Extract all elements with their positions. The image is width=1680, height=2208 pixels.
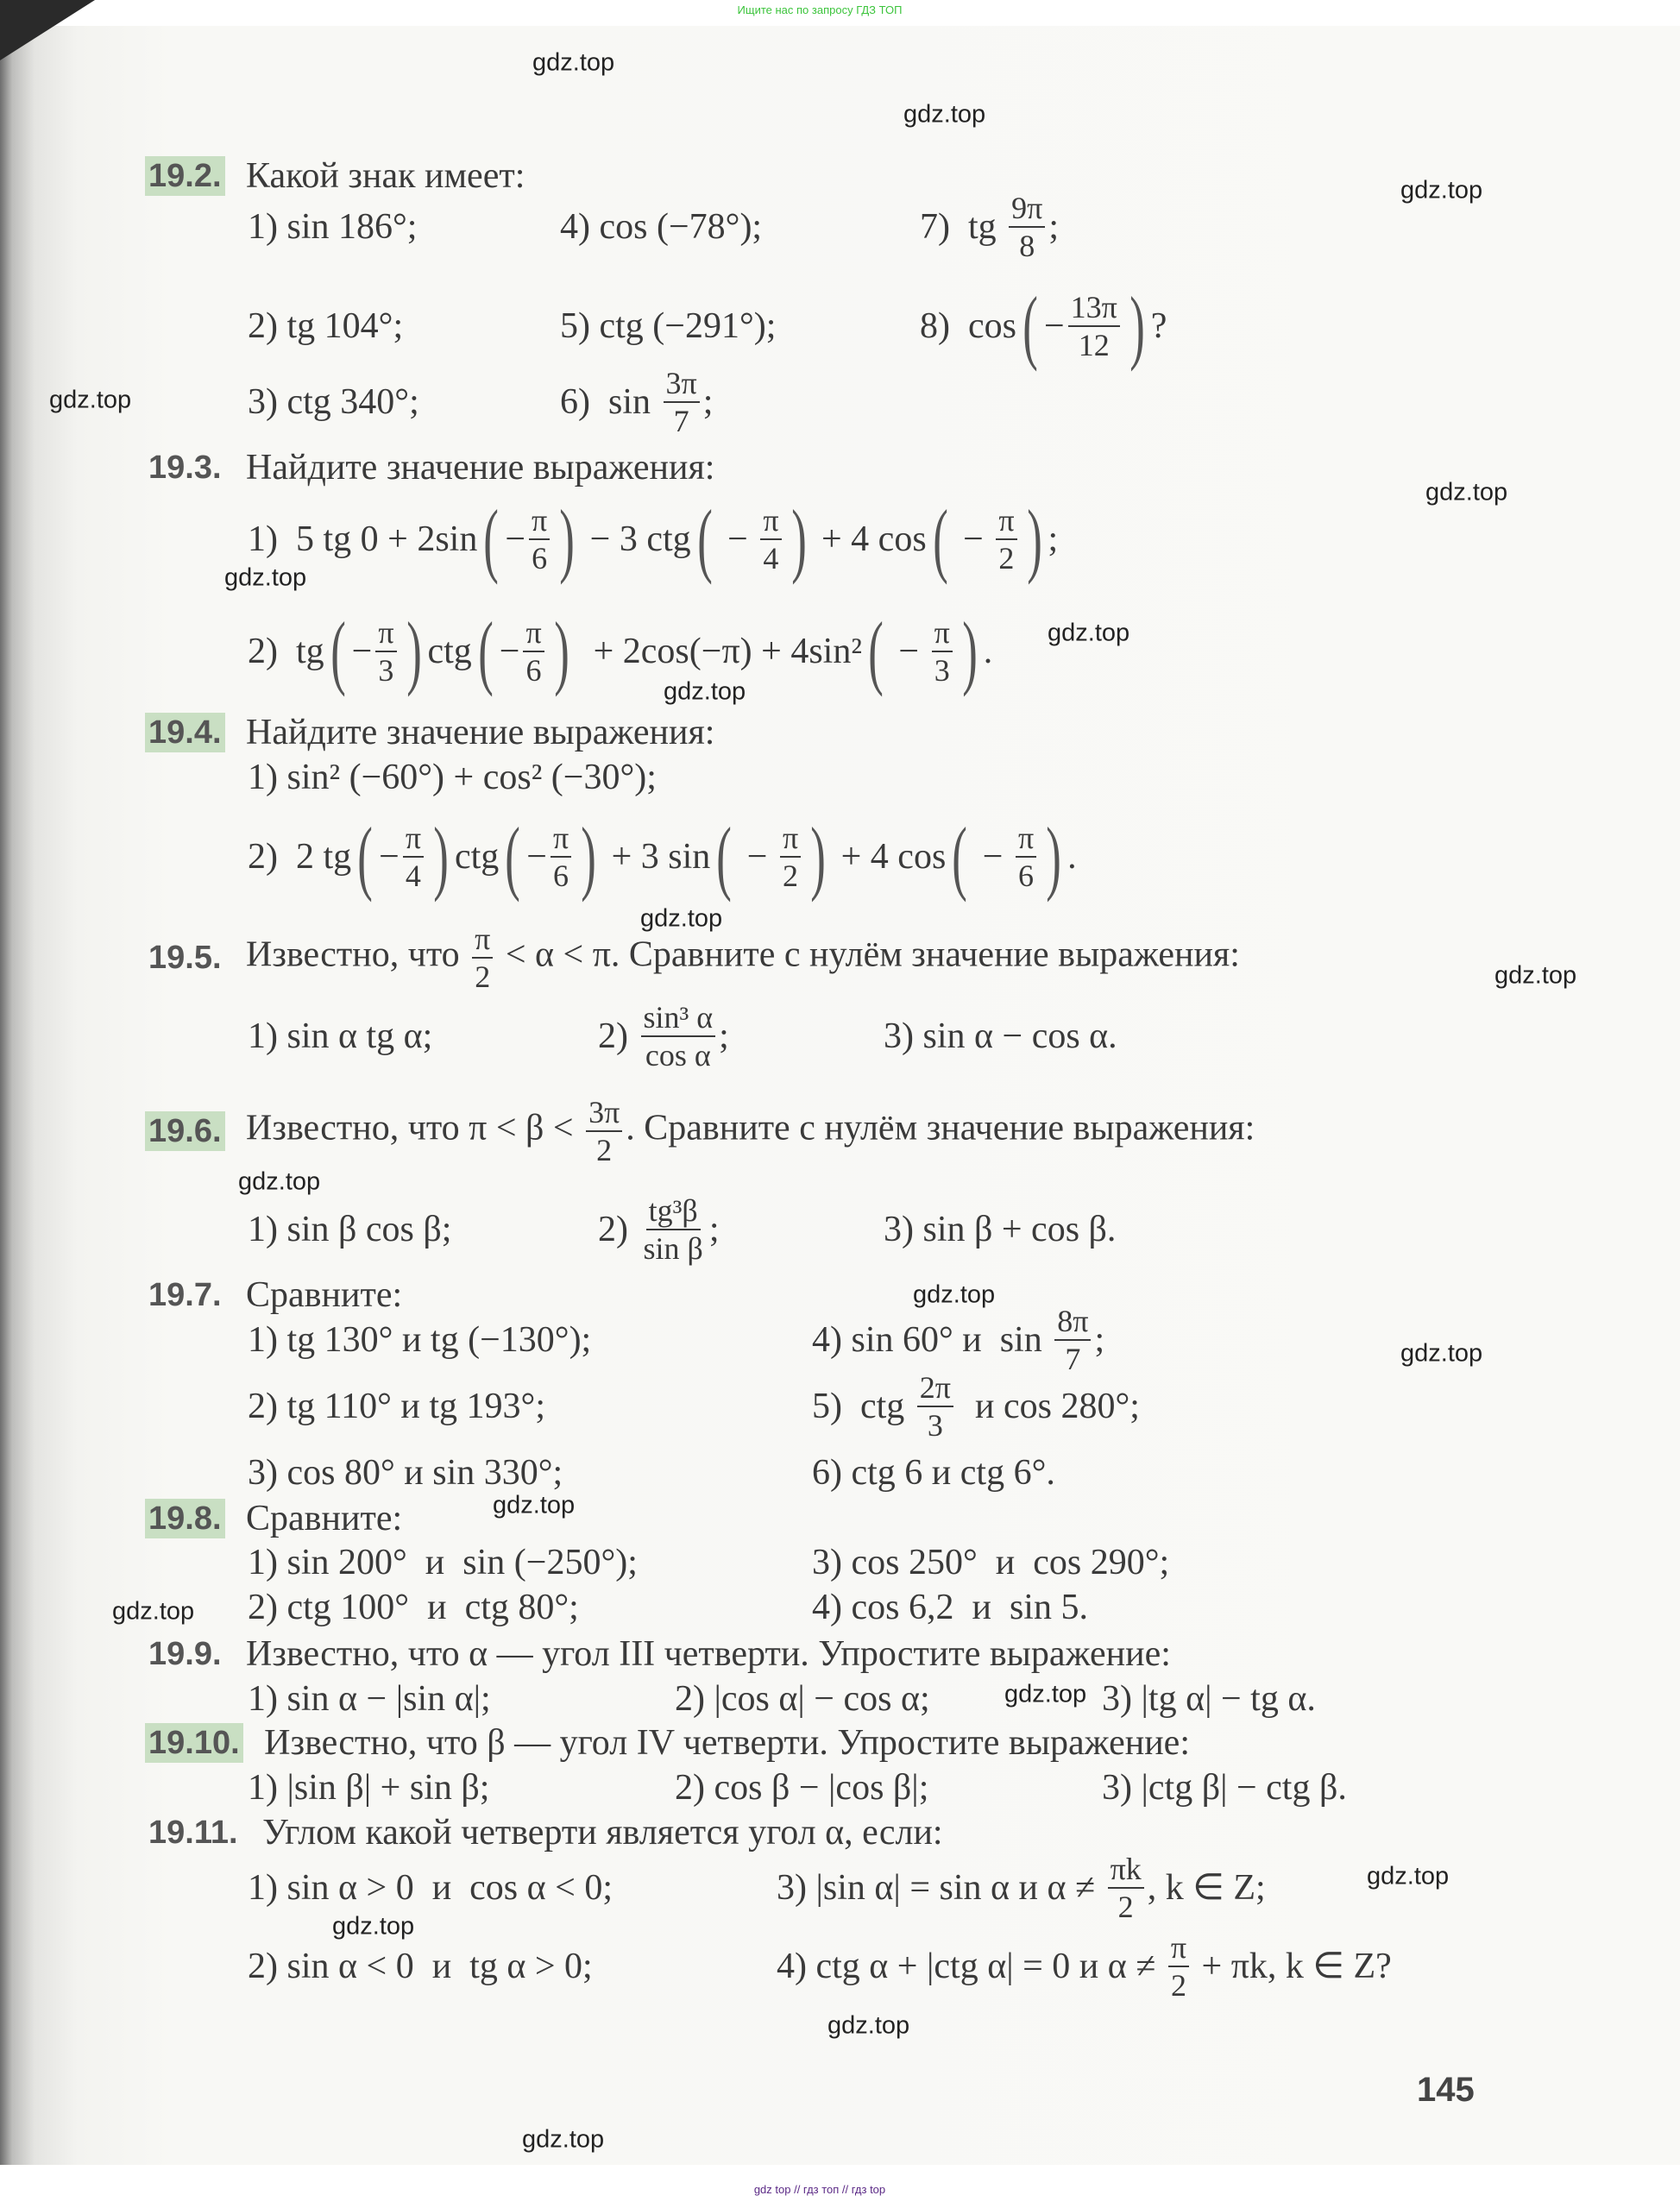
problem-number: 19.5. (148, 940, 222, 976)
fraction (1168, 1932, 1189, 2001)
right-paren: ) (961, 605, 978, 697)
problem-item (920, 280, 1167, 372)
math-text: 3) cos 250° и cos 290°; (812, 1543, 1170, 1582)
math-text: Известно, что (236, 934, 469, 975)
fraction-denominator: 2 (783, 859, 799, 893)
watermark: gdz.top (1367, 1862, 1450, 1890)
problem-item (248, 1018, 432, 1054)
watermark: gdz.top (1425, 478, 1508, 506)
fraction-denominator: 7 (1065, 1342, 1081, 1376)
footer-banner: gdz top // гдз топ // гдз top (753, 2183, 886, 2196)
fraction-denominator: 3 (934, 653, 950, 688)
problem-item (248, 308, 403, 344)
math-text: ; (702, 382, 714, 422)
math-text: . Сравните с нулём значение выражения: (626, 1108, 1255, 1148)
problem-item (812, 1305, 1104, 1374)
math-text: ; (719, 1016, 729, 1056)
math-text: − (379, 837, 400, 877)
fraction-denominator: 7 (673, 404, 689, 438)
fraction (375, 617, 396, 686)
problem-item (812, 1544, 1169, 1581)
math-text: Найдите значение выражения: (236, 448, 715, 488)
math-text: + 4 cos (832, 837, 947, 877)
watermark: gdz.top (913, 1280, 996, 1309)
fraction-numerator: 8π (1054, 1305, 1091, 1341)
fraction-denominator: 6 (553, 859, 569, 893)
math-text: 3) sin α − cos α. (884, 1016, 1117, 1056)
fraction-denominator: cos α (645, 1038, 711, 1073)
problem-item (248, 1770, 489, 1806)
left-paren: ( (505, 810, 521, 903)
problem-item (248, 810, 1077, 903)
math-text: + πk, k ∈ Z? (1192, 1947, 1392, 1986)
right-paren: ) (1026, 493, 1042, 585)
left-paren: ( (868, 605, 884, 697)
fraction-denominator: 3 (927, 1408, 943, 1443)
math-text: 1) sin 186°; (248, 207, 418, 247)
math-text: , k ∈ Z; (1147, 1868, 1266, 1908)
math-text: 1) sin² (−60°) + cos² (−30°); (248, 758, 657, 797)
problem-19-7-heading (145, 1275, 402, 1315)
math-text: − (953, 519, 993, 559)
math-text: − (351, 632, 373, 671)
fraction-numerator: π (932, 617, 953, 652)
left-paren: ( (483, 493, 500, 585)
math-text: 1) 5 tg 0 + 2sin (248, 519, 478, 559)
problem-item (248, 1948, 593, 1985)
math-text: 2) (598, 1016, 638, 1056)
fraction-numerator: π (403, 822, 424, 858)
fraction-denominator: 2 (475, 959, 491, 994)
problem-item (1102, 1681, 1316, 1717)
page-number: 145 (1417, 2071, 1475, 2109)
header-banner: Ищите нас по запросу ГДЗ ТОП (737, 3, 903, 16)
math-text: и cos 280°; (956, 1387, 1140, 1426)
math-text: − (526, 837, 547, 877)
math-text: 2) tg (248, 632, 324, 671)
fraction (932, 617, 953, 686)
left-paren: ( (477, 605, 494, 697)
fraction-numerator: π (551, 822, 571, 858)
watermark: gdz.top (522, 2125, 605, 2154)
fraction-numerator: π (996, 505, 1016, 540)
fraction-numerator: π (1016, 822, 1036, 858)
problem-19-11-heading (145, 1813, 943, 1853)
problem-item (248, 605, 993, 697)
watermark: gdz.top (1494, 961, 1577, 990)
fraction-denominator: sin β (643, 1231, 703, 1266)
math-text: + 3 sin (602, 837, 711, 877)
left-paren: ( (330, 605, 346, 697)
parenthesized-group (710, 810, 832, 903)
fraction (664, 368, 700, 437)
problem-item (598, 1002, 729, 1071)
problem-item (560, 308, 776, 344)
fraction-denominator: 2 (596, 1133, 613, 1167)
fraction (523, 617, 544, 686)
math-text: 3) ctg 340°; (248, 382, 419, 422)
fraction-denominator: 2 (998, 541, 1015, 576)
parenthesized-group (946, 810, 1067, 903)
problem-item (248, 1211, 451, 1248)
problem-number: 19.9. (148, 1636, 222, 1672)
fraction-numerator: π (780, 822, 801, 858)
math-text: 5) ctg (−291°); (560, 306, 777, 346)
problem-item (248, 1455, 563, 1491)
math-text: ctg (427, 632, 472, 671)
math-text: 1) sin α > 0 и cos α < 0; (248, 1868, 613, 1908)
problem-19-5-heading (145, 923, 1240, 992)
fraction-denominator: 4 (763, 541, 779, 576)
problem-item (812, 1455, 1055, 1491)
fraction (917, 1372, 953, 1441)
math-text: − (973, 837, 1012, 877)
fraction-numerator: π (472, 923, 493, 959)
watermark: gdz.top (1400, 1339, 1483, 1368)
fraction (472, 923, 493, 992)
math-text: 8) cos (920, 306, 1016, 346)
math-text: Найдите значение выражения: (236, 713, 715, 752)
math-text: 2) tg 104°; (248, 306, 404, 346)
fraction (529, 505, 550, 574)
math-text: ; (708, 1210, 720, 1249)
fraction (641, 1002, 716, 1071)
fraction (403, 822, 424, 891)
math-text: . (1067, 837, 1077, 877)
watermark: gdz.top (532, 48, 615, 77)
fraction (1108, 1853, 1144, 1922)
watermark: gdz.top (332, 1912, 415, 1941)
problem-item (598, 1195, 720, 1264)
problem-19-3-heading (145, 448, 714, 488)
right-paren: ) (559, 493, 575, 585)
fraction (641, 1195, 706, 1264)
watermark: gdz.top (903, 100, 986, 129)
fraction (1068, 292, 1120, 361)
fraction-denominator: 8 (1019, 229, 1035, 263)
problem-item (777, 1853, 1266, 1922)
math-text: − 3 ctg (581, 519, 691, 559)
fraction-numerator: sin³ α (641, 1002, 716, 1037)
right-paren: ) (581, 810, 596, 903)
parenthesized-group (499, 810, 602, 903)
fraction-denominator: 2 (1170, 1968, 1186, 2003)
fraction-numerator: π (1168, 1932, 1189, 1967)
watermark: gdz.top (640, 904, 723, 933)
parenthesized-group (927, 493, 1048, 585)
fraction (996, 505, 1016, 574)
math-text: 6) ctg 6 и ctg 6°. (812, 1453, 1055, 1493)
left-paren: ( (357, 810, 373, 903)
watermark: gdz.top (493, 1491, 576, 1519)
parenthesized-group (472, 605, 576, 697)
right-paren: ) (1046, 810, 1061, 903)
problem-item (248, 1870, 613, 1906)
watermark: gdz.top (1004, 1680, 1087, 1708)
fraction-denominator: 6 (532, 541, 548, 576)
fraction-numerator: 3π (664, 368, 700, 403)
fraction-denominator: 4 (405, 859, 421, 893)
parenthesized-group (691, 493, 813, 585)
math-text: 6) sin (560, 382, 660, 422)
problem-item (812, 1589, 1088, 1626)
math-text: 1) tg 130° и tg (−130°); (248, 1320, 592, 1360)
problem-item (560, 368, 713, 437)
math-text: Какой знак имеет: (236, 156, 525, 196)
math-text: + 2cos(−π) + 4sin² (575, 632, 862, 671)
problem-item (560, 209, 762, 245)
math-text: ; (1048, 519, 1059, 559)
problem-item (884, 1018, 1117, 1054)
problem-number: 19.7. (148, 1277, 222, 1313)
fraction (1054, 1305, 1091, 1374)
right-paren: ) (790, 493, 807, 585)
math-text: − (499, 632, 520, 671)
problem-number: 19.6. (145, 1111, 225, 1151)
fraction (551, 822, 571, 891)
problem-item (675, 1681, 930, 1717)
watermark: gdz.top (1400, 176, 1483, 204)
problem-item (675, 1770, 928, 1806)
left-paren: ( (952, 810, 968, 903)
problem-item (812, 1372, 1140, 1441)
math-text: . (983, 632, 993, 671)
math-text: − (1043, 306, 1065, 346)
right-paren: ) (433, 810, 449, 903)
fraction-denominator: 6 (1018, 859, 1035, 893)
right-paren: ) (553, 605, 569, 697)
math-text: 3) cos 80° и sin 330°; (248, 1453, 563, 1493)
right-paren: ) (810, 810, 826, 903)
fraction-numerator: π (523, 617, 544, 652)
fraction-numerator: π (760, 505, 781, 540)
math-text: 3) |sin α| = sin α и α ≠ (777, 1868, 1104, 1908)
problem-number: 19.4. (145, 713, 225, 752)
fraction-numerator: tg³β (646, 1195, 701, 1230)
watermark: gdz.top (49, 386, 132, 414)
problem-item (248, 1589, 579, 1626)
math-text: 7) tg (920, 207, 1006, 247)
problem-item (1102, 1770, 1347, 1806)
math-text: ; (1048, 207, 1060, 247)
math-text: 4) cos (−78°); (560, 207, 763, 247)
watermark: gdz.top (1048, 619, 1130, 647)
fraction-numerator: 2π (917, 1372, 953, 1407)
math-text: < α < π. Сравните с нулём значение выражения: (496, 934, 1240, 975)
math-text: 2) |cos α| − cos α; (675, 1679, 930, 1719)
left-paren: ( (716, 810, 733, 903)
parenthesized-group (862, 605, 984, 697)
right-paren: ) (1129, 280, 1145, 372)
math-text: − (889, 632, 928, 671)
math-text: − (505, 519, 526, 559)
math-text: − (718, 519, 758, 559)
math-text: 1) sin 200° и sin (−250°); (248, 1543, 638, 1582)
watermark: gdz.top (224, 563, 307, 592)
left-paren: ( (932, 493, 948, 585)
problem-number: 19.8. (145, 1499, 225, 1538)
problem-number: 19.11. (148, 1815, 238, 1851)
math-text: Сравните: (236, 1275, 403, 1315)
problem-item (248, 759, 657, 796)
parenthesized-group (351, 810, 455, 903)
math-text: + 4 cos (812, 519, 927, 559)
math-text: 4) ctg α + |ctg α| = 0 и α ≠ (777, 1947, 1165, 1986)
math-text: 1) sin α − |sin α|; (248, 1679, 491, 1719)
problem-19-4-heading (145, 713, 714, 752)
left-paren: ( (696, 493, 713, 585)
watermark: gdz.top (238, 1167, 321, 1196)
fraction (1016, 822, 1036, 891)
math-text: ? (1150, 306, 1167, 346)
problem-item (248, 1681, 491, 1717)
problem-number: 19.2. (145, 156, 225, 196)
problem-19-6-heading (145, 1097, 1255, 1166)
problem-item (248, 209, 417, 245)
problem-item (248, 1544, 638, 1581)
problem-item (920, 192, 1059, 261)
problem-item (248, 384, 419, 420)
math-text: 2) tg 110° и tg 193°; (248, 1387, 546, 1426)
math-text: 1) sin α tg α; (248, 1016, 433, 1056)
fraction-denominator: 2 (1117, 1890, 1134, 1924)
fraction (760, 505, 781, 574)
fraction-numerator: πk (1108, 1853, 1144, 1889)
problem-item (248, 1322, 591, 1358)
fraction-denominator: 3 (378, 653, 394, 688)
math-text: 3) |tg α| − tg α. (1102, 1679, 1316, 1719)
fraction (586, 1097, 622, 1166)
fraction-numerator: 13π (1068, 292, 1120, 327)
math-text: 2) 2 tg (248, 837, 352, 877)
watermark: gdz.top (112, 1597, 195, 1626)
math-text: 4) sin 60° и sin (812, 1320, 1052, 1360)
math-text: 2) ctg 100° и ctg 80°; (248, 1588, 579, 1627)
right-paren: ) (406, 605, 422, 697)
parenthesized-group (1016, 280, 1151, 372)
math-text: Сравните: (236, 1499, 403, 1538)
problem-number: 19.3. (148, 450, 222, 486)
left-paren: ( (1022, 280, 1038, 372)
math-text: ; (1094, 1320, 1105, 1360)
math-text: 5) ctg (812, 1387, 914, 1426)
watermark: gdz.top (664, 677, 746, 706)
math-text: Углом какой четверти является угол α, если: (253, 1813, 943, 1853)
math-text: Известно, что β — угол IV четверти. Упростите выражение: (255, 1723, 1190, 1763)
math-text: ctg (454, 837, 500, 877)
math-text: Известно, что α — угол III четверти. Упростите выражение: (236, 1634, 1171, 1674)
problem-19-10-heading (145, 1723, 1190, 1763)
problem-item (248, 1388, 545, 1425)
math-text: 1) sin β cos β; (248, 1210, 452, 1249)
math-text: − (738, 837, 777, 877)
fraction-numerator: 9π (1009, 192, 1045, 228)
fraction-numerator: π (375, 617, 396, 652)
watermark: gdz.top (827, 2011, 910, 2040)
problem-19-9-heading (145, 1634, 1171, 1674)
fraction-numerator: π (529, 505, 550, 540)
parenthesized-group (477, 493, 581, 585)
problem-item (884, 1211, 1116, 1248)
problem-19-2-heading (145, 156, 525, 196)
fraction-denominator: 6 (525, 653, 542, 688)
math-text: 2) (598, 1210, 638, 1249)
math-text: 1) |sin β| + sin β; (248, 1768, 490, 1808)
parenthesized-group (324, 605, 428, 697)
math-text: 3) sin β + cos β. (884, 1210, 1117, 1249)
math-text: 4) cos 6,2 и sin 5. (812, 1588, 1088, 1627)
fraction-numerator: 3π (586, 1097, 622, 1132)
math-text: 3) |ctg β| − ctg β. (1102, 1768, 1347, 1808)
problem-19-8-heading (145, 1499, 402, 1538)
problem-number: 19.10. (145, 1723, 243, 1763)
math-text: Известно, что π < β < (236, 1108, 583, 1148)
fraction (780, 822, 801, 891)
math-text: 2) sin α < 0 и tg α > 0; (248, 1947, 593, 1986)
fraction-denominator: 12 (1078, 328, 1110, 362)
fraction (1009, 192, 1045, 261)
problem-item (777, 1932, 1392, 2001)
math-text: 2) cos β − |cos β|; (675, 1768, 929, 1808)
